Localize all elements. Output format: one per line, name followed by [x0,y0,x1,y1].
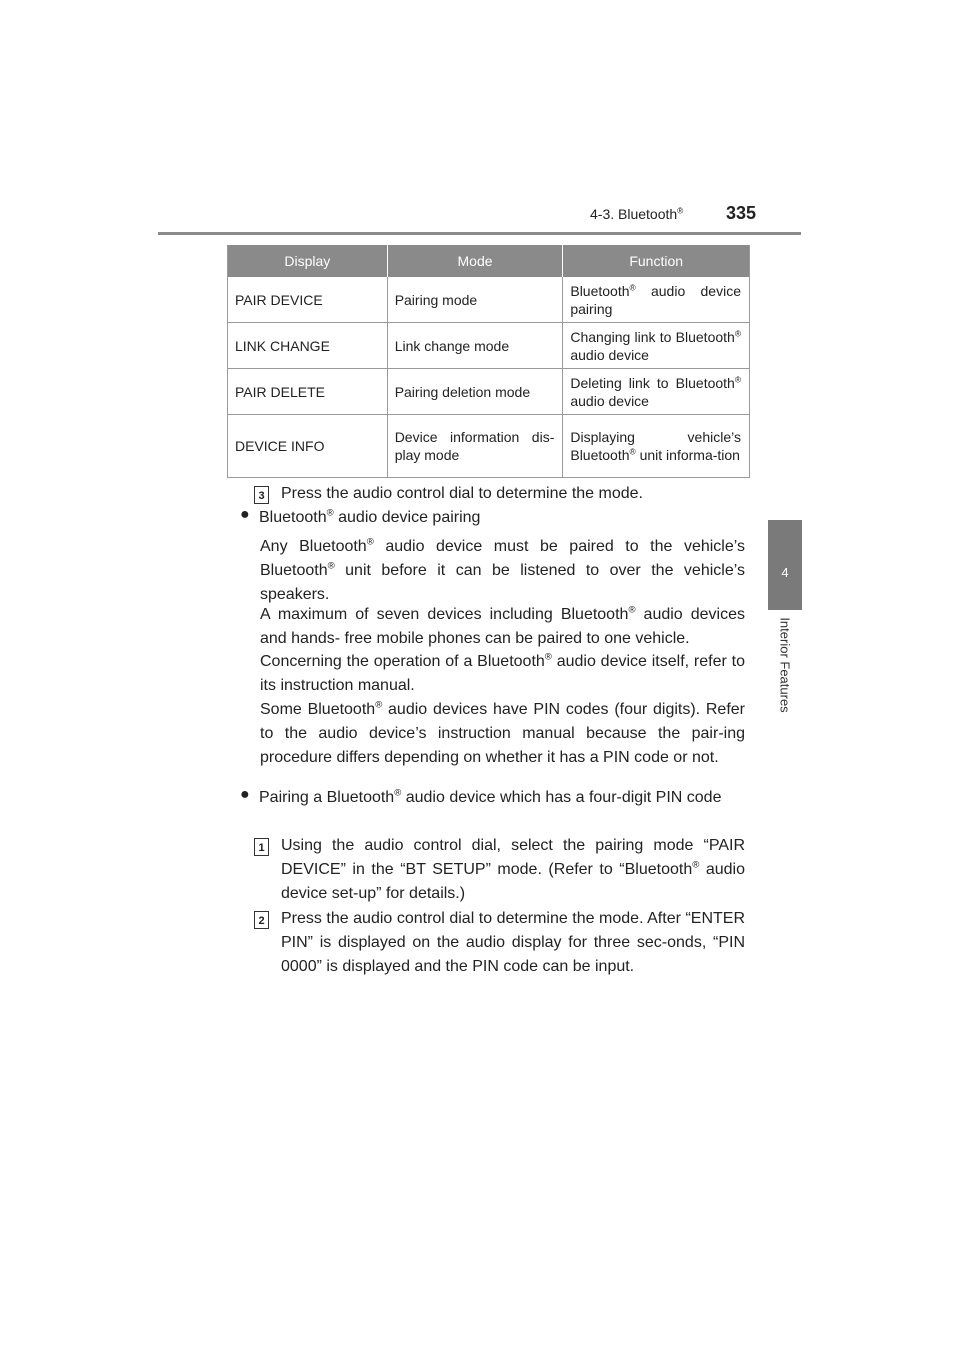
table-row [228,369,750,415]
function-text: unit informa-tion [635,447,740,463]
paragraph-text: unit before it can be listened to over the vehicle’s speakers. [260,562,745,603]
paragraph-text: Any Bluetooth [260,538,367,555]
step-number-3: 3 [254,486,269,504]
bullet-1-title-text: Bluetooth [259,509,327,526]
mode-cell: Pairing deletion mode [387,369,563,415]
registered-mark: ® [544,651,552,663]
function-cell [563,415,750,478]
table-header-row [228,245,750,277]
display-cell: PAIR DEVICE [228,277,388,323]
page-number: 335 [726,203,757,223]
function-text: Deleting link to Bluetooth [570,374,735,391]
registered-mark: ® [734,373,741,384]
function-cell [563,323,750,369]
registered-mark: ® [375,699,383,711]
paragraph-1 [260,535,745,607]
bullet-2-title-text: Pairing a Bluetooth [259,789,395,806]
function-cell [563,369,750,415]
mode-cell: Pairing mode [387,277,563,323]
column-header-mode: Mode [387,245,563,277]
function-text: Changing link to Bluetooth [570,328,735,345]
chapter-tab-label: Interior Features [777,617,793,713]
bullet-dot: ● [240,786,250,803]
function-text: Bluetooth [570,282,630,299]
table-row [228,323,750,369]
paragraph-text: A maximum of seven devices including Bluetooth [260,606,629,623]
column-header-function: Function [563,245,750,277]
bullet-dot: ● [240,506,250,523]
mode-table [227,245,750,478]
mode-cell: Device information dis-play mode [387,415,563,478]
function-cell [563,277,750,323]
function-text: audio device pairing [570,282,741,317]
header-divider [158,232,801,235]
mode-cell: Link change mode [387,323,563,369]
function-text: audio device [570,346,649,363]
bullet-1-title [259,506,749,530]
paragraph-text: audio device itself, refer to its instruction manual. [260,653,745,694]
registered-mark: ® [366,536,374,548]
registered-mark: ® [692,859,700,871]
registered-mark: ® [327,560,335,572]
display-cell: PAIR DELETE [228,369,388,415]
display-cell: LINK CHANGE [228,323,388,369]
registered-mark: ® [326,507,334,519]
table-row [228,415,750,478]
step-1-text-part: Using the audio control dial, select the pairing mode “PAIR DEVICE” in the “BT SETUP” mode. (Refer to “Bluetooth [281,837,745,878]
paragraph-4 [260,698,745,770]
paragraph-3 [260,650,745,698]
function-text: audio device [570,392,649,409]
registered-mark: ® [629,446,636,457]
step-1-text [281,834,745,906]
display-cell: DEVICE INFO [228,415,388,478]
bullet-2-title [259,786,745,810]
registered-mark: ® [734,327,741,338]
section-title-text: 4-3. Bluetooth [590,206,678,222]
step-1-text-part: audio device set-up” for details.) [281,861,746,902]
table-row [228,277,750,323]
paragraph-text: Some Bluetooth [260,701,376,718]
registered-mark: ® [394,787,402,799]
bullet-1-title-text: audio device pairing [333,509,481,526]
registered-mark: ® [628,604,636,616]
registered-mark: ® [629,281,636,292]
step-3-text: Press the audio control dial to determine the mode. [281,485,643,502]
paragraph-2 [260,603,745,651]
step-number-2: 2 [254,911,269,929]
bullet-2-title-text: audio device which has a four-digit PIN code [401,789,722,806]
registered-mark: ® [677,205,684,216]
step-2-text: Press the audio control dial to determine the mode. After “ENTER PIN” is displayed on the audio display for three sec-onds, “PIN 0000” is displayed and the PIN code can be input. [281,910,745,975]
paragraph-text: Concerning the operation of a Bluetooth [260,653,545,670]
chapter-tab-number: 4 [781,565,789,580]
column-header-display: Display [228,245,388,277]
function-text: Displaying vehicle’s Bluetooth [570,429,741,463]
paragraph-text: audio device must be paired to the vehicle’s Bluetooth [260,538,746,579]
section-title [590,206,683,222]
step-number-1: 1 [254,838,269,856]
paragraph-text: audio devices have PIN codes (four digits). Refer to the audio device’s instruction manual because the pair-ing procedure differs depending on whether it has a PIN code or not. [260,701,746,766]
paragraph-text: audio devices and hands- free mobile phones can be paired to one vehicle. [260,606,745,647]
